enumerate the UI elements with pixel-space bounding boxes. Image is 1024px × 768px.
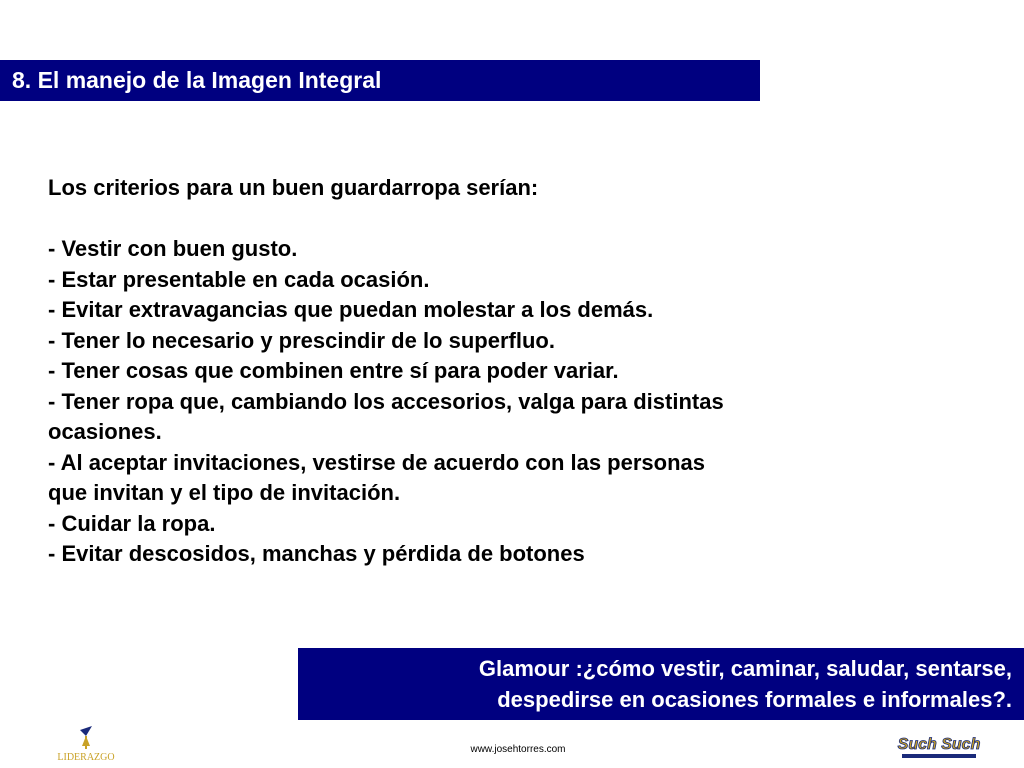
- list-item: - Tener cosas que combinen entre sí para poder variar.: [48, 358, 619, 383]
- such-such-logo: [894, 722, 984, 766]
- list-item: - Evitar extravagancias que puedan molestar a los demás.: [48, 297, 654, 322]
- callout-line-2: despedirse en ocasiones formales e informales?.: [497, 687, 1012, 712]
- such-such-logo-text: Such Such: [897, 736, 981, 753]
- glamour-callout: [298, 648, 1024, 720]
- list-item: - Cuidar la ropa.: [48, 510, 216, 536]
- list-item: - Tener ropa que, cambiando los accesorios, valga para distintas ocasiones.: [48, 388, 724, 444]
- liderazgo-logo-graphic: [46, 722, 126, 764]
- list-item: - Al aceptar invitaciones, vestirse de acuerdo con las personas que invitan y el tipo de invitación.: [48, 449, 706, 505]
- list-item: - Vestir con buen gusto.: [48, 236, 298, 261]
- list-item: - Estar presentable en cada ocasión.: [48, 266, 430, 292]
- list-item: - Tener lo necesario y prescindir de lo superfluo.: [48, 327, 555, 353]
- page-title: 8. El manejo de la Imagen Integral: [12, 67, 382, 93]
- callout-line-1: Glamour :¿cómo vestir, caminar, saludar, sentarse,: [478, 656, 1012, 681]
- such-such-logo-graphic: [894, 722, 984, 766]
- title-bar: [0, 60, 760, 101]
- list-item: - Evitar descosidos, manchas y pérdida de botones: [48, 541, 585, 566]
- criteria-list: [48, 173, 748, 570]
- criteria-intro: Los criterios para un buen guardarropa serían:: [48, 175, 539, 200]
- liderazgo-logo-text: LIDERAZGO: [57, 752, 115, 763]
- footer-url: www.josehtorres.com: [470, 744, 566, 755]
- liderazgo-logo: [46, 722, 126, 764]
